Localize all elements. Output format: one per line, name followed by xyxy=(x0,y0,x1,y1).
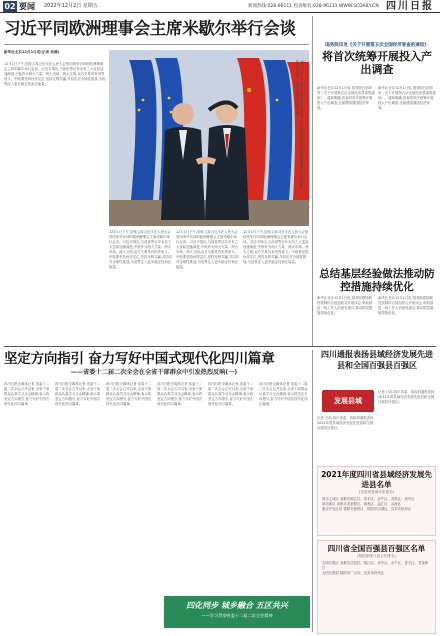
box1-title: 2021年度四川省县域经济发展先进县名单 xyxy=(321,470,432,489)
contact-info: 新闻热线:028-96111 投诉维权:028-96111 WWW.SCDAILY.CN xyxy=(248,4,379,9)
column-divider-2 xyxy=(312,350,313,632)
right-top-kicker: 国务院印发《关于开展第五次全国经济普查的通知》 xyxy=(325,43,429,48)
date-line: 2022年12月2日 星期五 xyxy=(44,3,98,9)
county-economy-seal: 发展县域 xyxy=(322,390,374,412)
feature-headline: 坚定方向指引 奋力写好中国式现代化四川篇章 xyxy=(4,351,275,367)
campaign-banner xyxy=(164,596,310,628)
right-mid-body-col2: 新华社北京12月1日电 国务院联防联控机制综合组组织召开座谈会,听取基层一线工作人员意见建议,推动防控措施持续优化。 xyxy=(378,296,434,315)
feature-body-col5: 四川日报全媒体记者 省委十二届二次全会召开以来,全省干部群众认真学习全会精神,表示将坚定方向指引,奋力写好中国式现代化四川篇章。 xyxy=(208,382,254,406)
right-top-body-col1: 新华社北京12月1日电 国务院日前印发《关于开展第五次全国经济普查的通知》。通知明确,普查将首次统筹开展投入产出调查,全面摸清我国经济家底。 xyxy=(317,86,375,110)
feature-body-col2: 四川日报全媒体记者 省委十二届二次全会召开以来,全省干部群众认真学习全会精神,表示将坚定方向指引,奋力写好中国式现代化四川篇章。 xyxy=(55,382,101,406)
newspaper-brand: 四川日报 xyxy=(386,1,434,12)
feature-body-col6: 四川日报全媒体记者 省委十二届二次全会召开以来,全省干部群众认真学习全会精神,表示将坚定方向指引,奋力写好中国式现代化四川篇章。 xyxy=(259,382,308,406)
lead-byline: 新华社北京12月1日电(记者 孙楠) xyxy=(4,50,60,54)
right-mid-headline: 总结基层经验做法推动防控措施持续优化 xyxy=(319,268,435,293)
right-top-headline: 将首次统筹开展投入产出调查 xyxy=(322,50,432,76)
right-top-story-header xyxy=(317,42,437,76)
banner-subtitle: ——学习贯彻省委十二届二次全会精神 xyxy=(201,613,273,618)
feature-body-col4: 四川日报全媒体记者 省委十二届二次全会召开以来,全省干部群众认真学习全会精神,表示将坚定方向指引,奋力写好中国式现代化四川篇章。 xyxy=(157,382,203,406)
divider xyxy=(4,44,309,45)
list-item: 全国百强区 成都市武侯区、锦江区、成华区、金牛区、青羊区、龙泉驿区 xyxy=(322,561,429,570)
right-bottom-body-col2: 记者 日前,四川省委、省政府通报表扬2021年度县域经济发展先进县和全国百强县百强区。 xyxy=(378,390,435,404)
banner-title: 四化同步 城乡融合 五区共兴 xyxy=(186,601,288,610)
advanced-county-list-box xyxy=(317,466,436,536)
list-item: 城市主城区 成都市锦江区、青羊区、金牛区、武侯区、成华区 xyxy=(322,497,415,501)
meeting-photo-illustration xyxy=(109,50,309,226)
right-top-body-col2: 新华社北京12月1日电 国务院日前印发《关于开展第五次全国经济普查的通知》。通知明确,普查将首次统筹开展投入产出调查,全面摸清我国经济家底。 xyxy=(378,86,436,110)
right-bottom-headline: 四川通报表扬县域经济发展先进县和全国百强县百强区 xyxy=(321,350,433,370)
right-mid-body-col1: 新华社北京12月1日电 国务院联防联控机制综合组组织召开座谈会,听取基层一线工作人员意见建议,推动防控措施持续优化。 xyxy=(317,296,373,315)
feature-body-col3: 四川日报全媒体记者 省委十二届二次全会召开以来,全省干部群众认真学习全会精神,表示将坚定方向指引,奋力写好中国式现代化四川篇章。 xyxy=(106,382,152,406)
top-hundred-list-box xyxy=(317,540,436,634)
list-item: 城市新区 成都市龙泉驿区、新都区、温江区、双流区 xyxy=(322,502,402,506)
section-divider xyxy=(4,346,436,347)
box1-subtitle: (各类别县域分类排名) xyxy=(358,490,395,494)
lead-body-col2: 12月1日下午,国家主席习近平在人民大会堂同来华访问的欧洲理事会主席米歇尔举行会谈。习近平指出,当前世界百年未有之大变局加速演进,中欧作为两大力量、两大市场、两大文明,双方关系具有世界意义。中欧要坚持伙伴定位,坚持互利共赢,共同应对全球性挑战,为世界注入更多稳定性和正能量。 xyxy=(109,230,173,269)
box2-title: 四川省全国百强县百强区名单 xyxy=(327,544,426,553)
list-item: 重点开发区县 德阳市旌阳区、绵阳市涪城区、宜宾市叙州区 xyxy=(322,507,412,511)
lead-photo xyxy=(109,50,309,226)
column-divider xyxy=(312,16,313,346)
feature-body-col1: 四川日报全媒体记者 省委十二届二次全会召开以来,全省干部群众认真学习全会精神,表示将坚定方向指引,奋力写好中国式现代化四川篇章。 xyxy=(4,382,50,406)
photo-caption: 12月1日下午,国家主席习近平在北京人民大会堂同来华访问的欧洲理事会主席米歇尔举行会谈。新华社记者 黄敬文 摄 xyxy=(296,60,304,187)
lead-body-col1: 12月1日下午,国家主席习近平在人民大会堂同来华访问的欧洲理事会主席米歇尔举行会谈。习近平指出,当前世界百年未有之大变局加速演进,中欧作为两大力量、两大市场、两大文明,双方关系具有世界意义。中欧要坚持伙伴定位,坚持互利共赢,共同应对全球性挑战,为世界注入更多稳定性和正能量。 xyxy=(4,62,106,86)
section-label: 要闻 xyxy=(19,2,35,11)
lead-headline: 习近平同欧洲理事会主席米歇尔举行会谈 xyxy=(4,19,296,38)
feature-subtitle: ——省委十二届二次全会在全省干部群众中引发热烈反响(一) xyxy=(70,369,238,376)
list-item: 全国百强县 德阳市广汉市、宜宾市叙州区 xyxy=(322,571,385,575)
lead-body-col4: 12月1日下午,国家主席习近平在人民大会堂同来华访问的欧洲理事会主席米歇尔举行会谈。习近平指出,当前世界百年未有之大变局加速演进,中欧作为两大力量、两大市场、两大文明,双方关系具有世界意义。中欧要坚持伙伴定位,坚持互利共赢,共同应对全球性挑战,为世界注入更多稳定性和正能量。 xyxy=(243,230,309,264)
page-number: 02 xyxy=(4,2,16,11)
box2-subtitle: (按国家统计局公布排名) xyxy=(357,554,396,558)
lead-body-col3: 12月1日下午,国家主席习近平在人民大会堂同来华访问的欧洲理事会主席米歇尔举行会谈。习近平指出,当前世界百年未有之大变局加速演进,中欧作为两大力量、两大市场、两大文明,双方关系具有世界意义。中欧要坚持伙伴定位,坚持互利共赢,共同应对全球性挑战,为世界注入更多稳定性和正能量。 xyxy=(176,230,240,269)
right-bottom-body-col1: 记者 日前,四川省委、省政府通报表扬2021年度县域经济发展先进县和全国百强县百强区。 xyxy=(317,416,374,430)
